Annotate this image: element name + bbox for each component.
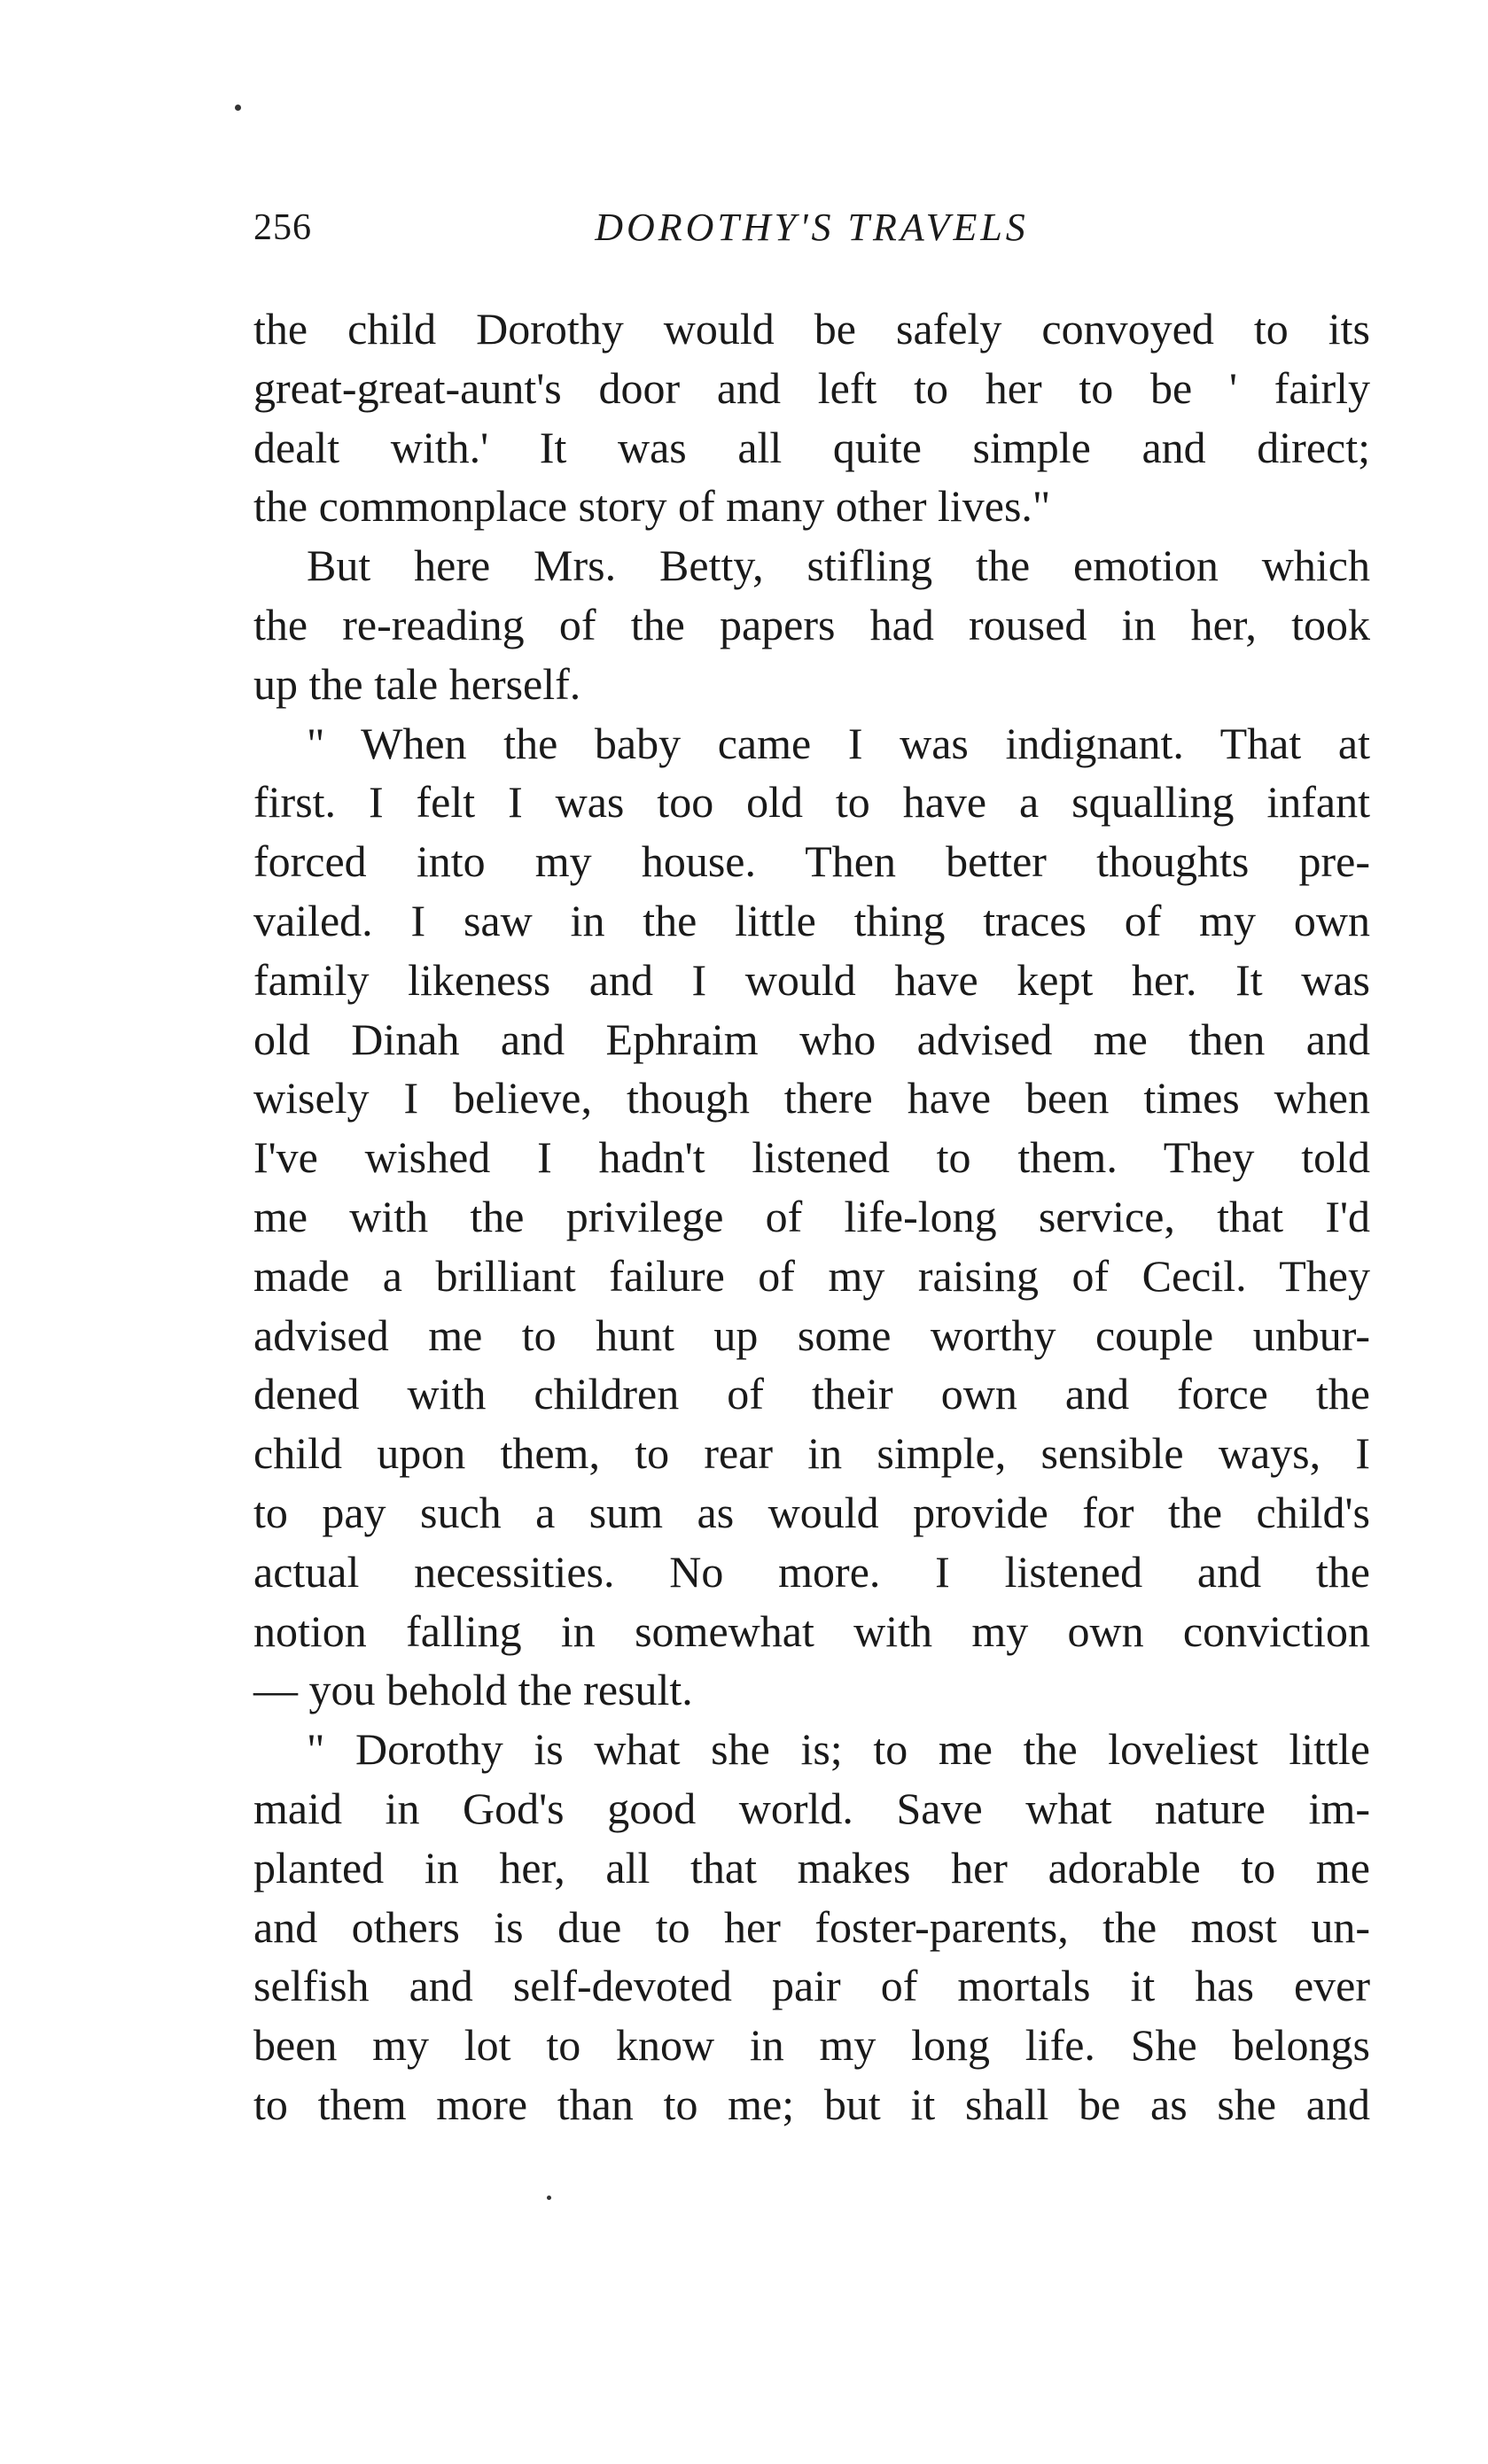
ink-speck: [235, 105, 241, 111]
text-line: — you behold the result.: [253, 1665, 693, 1715]
text-line: and others is due to her foster-parents, the most un-: [253, 1901, 1370, 1952]
text-line: planted in her, all that makes her adorable to me: [253, 1842, 1370, 1893]
text-line: " Dorothy is what she is; to me the loveliest little: [307, 1724, 1370, 1775]
text-line: great-great-aunt's door and left to her to be ' fairly: [253, 362, 1370, 413]
text-line: forced into my house. Then better thoughts pre-: [253, 836, 1370, 887]
text-line: I've wished I hadn't listened to them. They told: [253, 1132, 1370, 1183]
text-line: the child Dorothy would be safely convoyed to its: [253, 304, 1370, 354]
text-line: child upon them, to rear in simple, sensible ways, I: [253, 1428, 1370, 1479]
text-line: made a brilliant failure of my raising of Cecil. They: [253, 1250, 1370, 1301]
text-line: dealt with.' It was all quite simple and direct;: [253, 422, 1370, 472]
text-line: actual necessities. No more. I listened and the: [253, 1546, 1370, 1597]
running-title: DOROTHY'S TRAVELS: [595, 206, 1029, 249]
text-line: But here Mrs. Betty, stifling the emotion which: [307, 540, 1370, 591]
text-line: dened with children of their own and force the: [253, 1369, 1370, 1419]
text-line: to pay such a sum as would provide for the child's: [253, 1487, 1370, 1537]
text-line: the re-reading of the papers had roused in her, took: [253, 599, 1370, 649]
text-line: old Dinah and Ephraim who advised me then and: [253, 1014, 1370, 1064]
body-text: [253, 299, 1370, 2134]
text-line: maid in God's good world. Save what nature im-: [253, 1783, 1370, 1833]
page-number: 256: [253, 207, 312, 248]
paragraph: [253, 714, 1370, 1721]
paragraph: [253, 536, 1370, 713]
text-line: wisely I believe, though there have been times when: [253, 1073, 1370, 1123]
text-line: first. I felt I was too old to have a squalling infant: [253, 777, 1370, 828]
text-line: up the tale herself.: [253, 658, 581, 709]
ink-speck: [547, 2196, 551, 2200]
text-line: advised me to hunt up some worthy couple unbur-: [253, 1310, 1370, 1360]
text-line: vailed. I saw in the little thing traces of my own: [253, 895, 1370, 945]
text-line: family likeness and I would have kept her. It was: [253, 954, 1370, 1005]
text-line: to them more than to me; but it shall be as she and: [253, 2079, 1370, 2129]
paragraph: [253, 1720, 1370, 2134]
text-line: the commonplace story of many other lives.": [253, 481, 1051, 532]
text-line: been my lot to know in my long life. She belongs: [253, 2020, 1370, 2071]
page-header: [253, 197, 1370, 259]
text-line: notion falling in somewhat with my own conviction: [253, 1605, 1370, 1656]
text-line: " When the baby came I was indignant. That at: [307, 718, 1370, 768]
text-line: selfish and self-devoted pair of mortals it has ever: [253, 1961, 1370, 2011]
text-line: me with the privilege of life-long service, that I'd: [253, 1191, 1370, 1241]
paragraph: [253, 299, 1370, 536]
